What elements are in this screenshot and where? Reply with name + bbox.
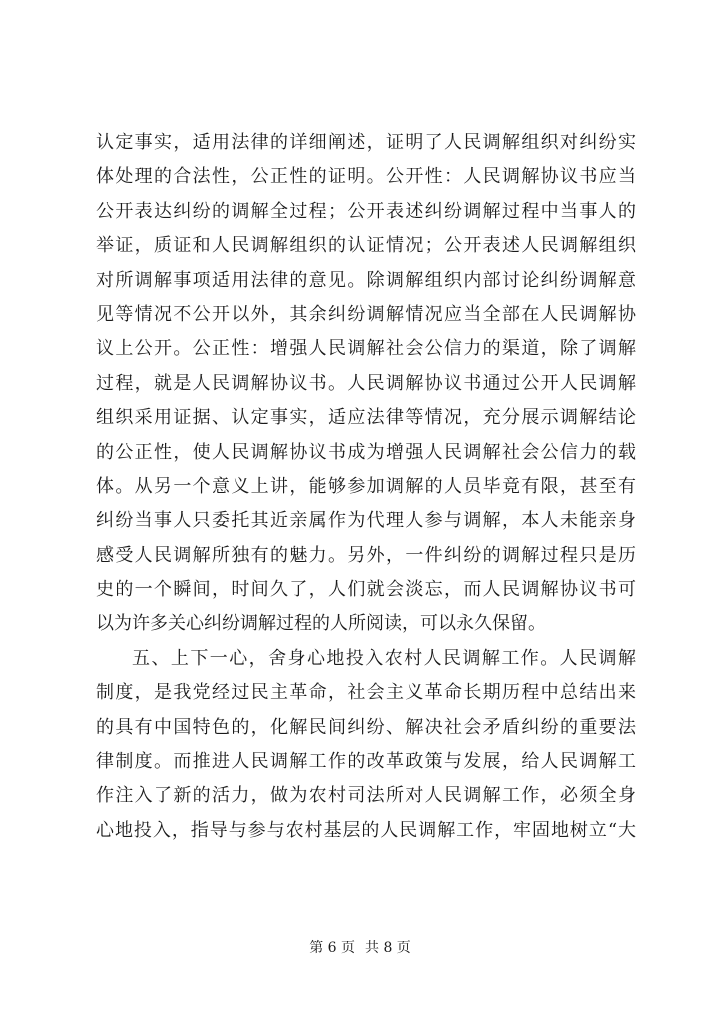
text-line: 纠纷当事人只委托其近亲属作为代理人参与调解，本人未能亲身 xyxy=(96,510,636,532)
text-line: 认定事实，适用法律的详细阐述，证明了人民调解组织对纠纷实 xyxy=(96,132,636,153)
text-line: 史的一个瞬间，时间久了，人们就会淡忘，而人民调解协议书可 xyxy=(96,579,636,601)
page-number-current: 第 6 页 xyxy=(309,940,355,956)
page-footer xyxy=(0,938,720,958)
text-line: 的公正性，使人民调解协议书成为增强人民调解社会公信力的载 xyxy=(96,441,636,463)
text-line: 过程，就是人民调解协议书。人民调解协议书通过公开人民调解 xyxy=(96,372,636,394)
text-line: 见等情况不公开以外，其余纠纷调解情况应当全部在人民调解协 xyxy=(96,303,636,325)
text-line: 律制度。而推进人民调解工作的改革政策与发展，给人民调解工 xyxy=(96,751,636,773)
text-line: 对所调解事项适用法律的意见。除调解组织内部讨论纠纷调解意 xyxy=(96,269,636,291)
text-line: 以为许多关心纠纷调解过程的人所阅读，可以永久保留。 xyxy=(96,613,546,635)
page-number-total: 共 8 页 xyxy=(365,940,411,956)
text-line: 体。从另一个意义上讲，能够参加调解的人员毕竟有限，甚至有 xyxy=(96,475,636,497)
text-line: 组织采用证据、认定事实，适应法律等情况，充分展示调解结论 xyxy=(96,407,636,429)
text-line: 体处理的合法性，公正性的证明。公开性：人民调解协议书应当 xyxy=(96,166,636,188)
text-line: 公开表达纠纷的调解全过程；公开表述纠纷调解过程中当事人的 xyxy=(96,200,636,222)
text-line: 感受人民调解所独有的魅力。另外，一件纠纷的调解过程只是历 xyxy=(96,544,636,566)
text-line: 五、上下一心，舍身心地投入农村人民调解工作。人民调解 xyxy=(132,647,636,669)
text-line: 举证，质证和人民调解组织的认证情况；公开表述人民调解组织 xyxy=(96,235,636,257)
text-line: 的具有中国特色的，化解民间纠纷、解决社会矛盾纠纷的重要法 xyxy=(96,716,636,738)
text-line: 议上公开。公正性：增强人民调解社会公信力的渠道，除了调解 xyxy=(96,338,636,360)
body-text xyxy=(96,126,636,848)
text-line: 作注入了新的活力，做为农村司法所对人民调解工作，必须全身 xyxy=(96,785,636,807)
text-line: 制度，是我党经过民主革命，社会主义革命长期历程中总结出来 xyxy=(96,682,636,704)
text-line: 心地投入，指导与参与农村基层的人民调解工作，牢固地树立“大 xyxy=(96,819,636,841)
